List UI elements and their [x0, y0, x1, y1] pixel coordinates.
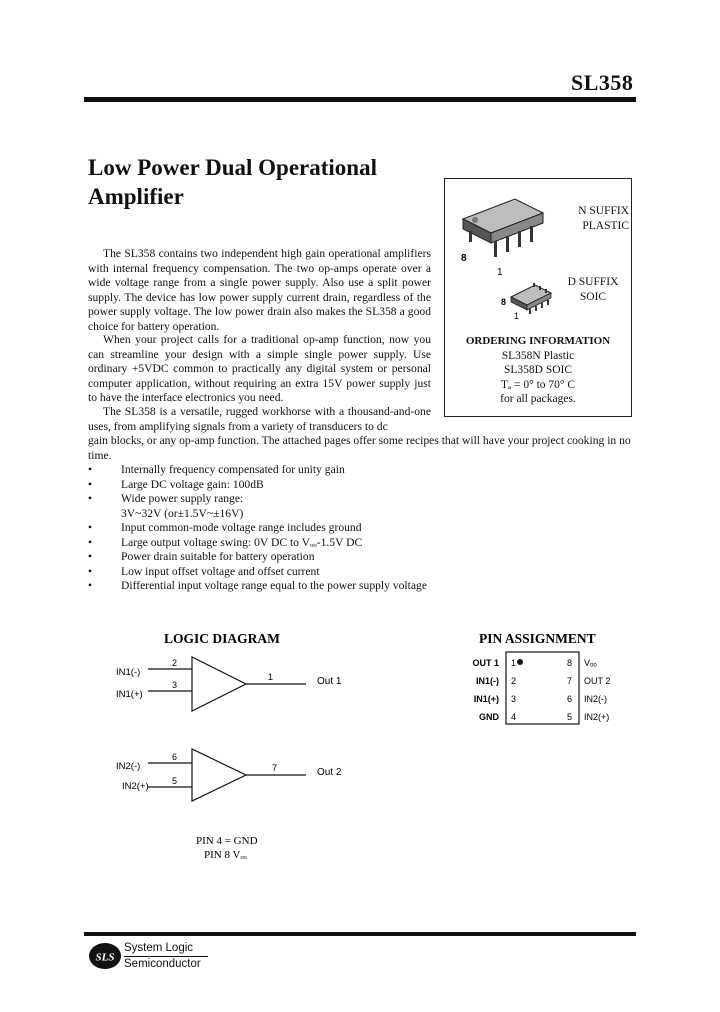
pin-assignment: [455, 628, 635, 728]
part-number: SL358: [571, 70, 634, 95]
company-line-2: Semiconductor: [124, 956, 208, 972]
amp2-output-label: Out 2: [317, 767, 342, 778]
package-images: [445, 179, 631, 329]
datasheet-page: SL358 Low Power Dual Operational Amplifier The SL358 contains two independent high gain operational amplifiers with internal frequency compensation. The two op-amps operate over a wide voltage range from a single power supply. Also use a split power supply. The device has low power supply current drain, regardless of the power supply voltage. The low power drain also makes the SL358 a good choice for battery operation. When your project calls for a traditional op-amp function, now you can streamline your design with a simple single power supply. Use ordinary +5VDC common to practically any digital system or personal computer application, without requiring an extra 15V power supply just to have the interface electronics you need. The SL358 is a versatile, rugged workhorse with a thousand-and-one uses, from amplifying signals from a variety of transducers to dc gain blocks, or any op-amp function. The attached pages offer some recipes that will have your project cooking in no time. • Internally frequency compensated for unity gain • Large DC voltage gain: 100dB • Wide power supply range: 3V~32V (or±1.5V~±16V) • Input common-mode voltage range includes ground • Large output voltage swing: 0V DC to Vₒₒ-1.5V DC • Power drain suitable for battery operation • Low input offset voltage and offset current • Differential input voltage range equal to the power supply voltage 8 1 8 1 N SUFFIX PLASTIC D SUFFIX SOIC ORDERING INFORMATION SL358N Plastic SL358D SOIC Tₐ = 0° to 70° C for all packages. LOGIC DIAGRAM IN1(-) IN1(+) 2 3 1 Out 1 IN2(-) IN2(+) 6 5 7 Out 2 PIN 4 = GND PIN 8 Vₒₒ PIN ASSIGNMENT OUT 1 IN1(-) IN1(+) GND 1 2 3 4 8 7 6 5 Vₒₒ OUT 2 IN2(-) IN2(+) SLS System Logic Semiconductor: [0, 0, 720, 1012]
pin-left-name-4: GND: [479, 712, 499, 722]
dip-package-icon: [463, 199, 543, 257]
logic-diagram-title: LOGIC DIAGRAM: [164, 631, 280, 646]
amp2-in-plus-label: IN2(+): [122, 781, 149, 792]
company-name: [124, 941, 208, 972]
amp2-pin-minus: 6: [172, 752, 178, 762]
pin-assignment-title: PIN ASSIGNMENT: [479, 631, 596, 646]
description-paragraph-3-continued: gain blocks, or any op-amp function. The attached pages offer some recipes that will have your project cooking in no time.: [88, 434, 631, 462]
amp1-output-label: Out 1: [317, 676, 342, 687]
pin4-note: PIN 4 = GND: [196, 835, 258, 847]
dip-pin8-label: 8: [461, 253, 467, 264]
soic-package-icon: [511, 283, 551, 314]
pin-left-number-4: 4: [511, 712, 517, 722]
amp1-pin-out: 1: [268, 672, 274, 682]
amp1-pin-minus: 2: [172, 658, 178, 668]
sls-logo: [88, 942, 124, 970]
description-paragraph-2: When your project calls for a traditional op-amp function, now you can streamline your design with a simple single power supply. Use ordinary +5VDC common to practically any digital system or personal computer application, without requiring an extra 15V power supply just to have the interface electronics you need.: [88, 333, 431, 404]
dip-pin1-label: 1: [497, 267, 503, 278]
pin1-marker-icon: [517, 659, 523, 665]
pin-right-name-7: OUT 2: [584, 676, 611, 686]
ordering-info: ORDERING INFORMATION SL358N Plastic SL358D SOIC Tₐ = 0° to 70° C for all packages.: [445, 334, 631, 407]
company-line-1: System Logic: [124, 942, 194, 954]
pin-left-name-2: IN1(-): [476, 676, 499, 686]
amp1-in-plus-label: IN1(+): [116, 689, 143, 700]
pin8-note: PIN 8 Vₒₒ: [204, 849, 247, 861]
soic-pin1-label: 1: [514, 311, 520, 321]
footer-rule: [84, 932, 636, 936]
header-rule: [84, 97, 636, 102]
description-paragraph-1: The SL358 contains two independent high gain operational amplifiers with internal frequency compensation. The two op-amps operate over a wide voltage range from a single power supply. Also use a split power supply. The device has low power supply current drain, regardless of the power supply voltage. The low power drain also makes the SL358 a good choice for battery operation.: [88, 247, 431, 333]
pin-left-name-1: OUT 1: [472, 658, 499, 668]
pin-right-name-6: IN2(-): [584, 694, 607, 704]
d-suffix-label: D SUFFIX SOIC: [567, 276, 619, 303]
amp2-pin-plus: 5: [172, 776, 178, 786]
pin-right-number-5: 5: [567, 712, 573, 722]
op-amp-1: [116, 657, 342, 711]
pin-left-name-3: IN1(+): [473, 694, 499, 704]
document-title: [88, 153, 377, 211]
pin-right-name-8: Vₒₒ: [584, 658, 597, 668]
pin-right-number-6: 6: [567, 694, 573, 704]
soic-pin8-label: 8: [501, 297, 507, 307]
n-suffix-label: N SUFFIX PLASTIC: [578, 205, 629, 232]
ordering-title: ORDERING INFORMATION: [465, 335, 611, 347]
amp1-in-minus-label: IN1(-): [116, 667, 141, 678]
pin-right-name-5: IN2(+): [584, 712, 610, 722]
pin-right-number-7: 7: [567, 676, 573, 686]
pin-left-number-2: 2: [511, 676, 517, 686]
pin-right-number-8: 8: [567, 658, 573, 668]
pin-left-number-3: 3: [511, 694, 517, 704]
amp1-pin-plus: 3: [172, 680, 178, 690]
amp2-pin-out: 7: [272, 763, 278, 773]
package-info-box: [444, 178, 632, 417]
title-line-2: Amplifier: [88, 184, 184, 209]
pin-left-number-1: 1: [511, 658, 517, 668]
logic-diagram: [100, 625, 400, 865]
title-line-1: Low Power Dual Operational: [88, 155, 377, 180]
description-paragraph-3: The SL358 is a versatile, rugged workhorse with a thousand-and-one uses, from amplifying signals from a variety of transducers to dc: [88, 405, 431, 433]
amp2-in-minus-label: IN2(-): [116, 761, 141, 772]
op-amp-2: [116, 749, 342, 801]
logo-text: SLS: [95, 951, 115, 964]
